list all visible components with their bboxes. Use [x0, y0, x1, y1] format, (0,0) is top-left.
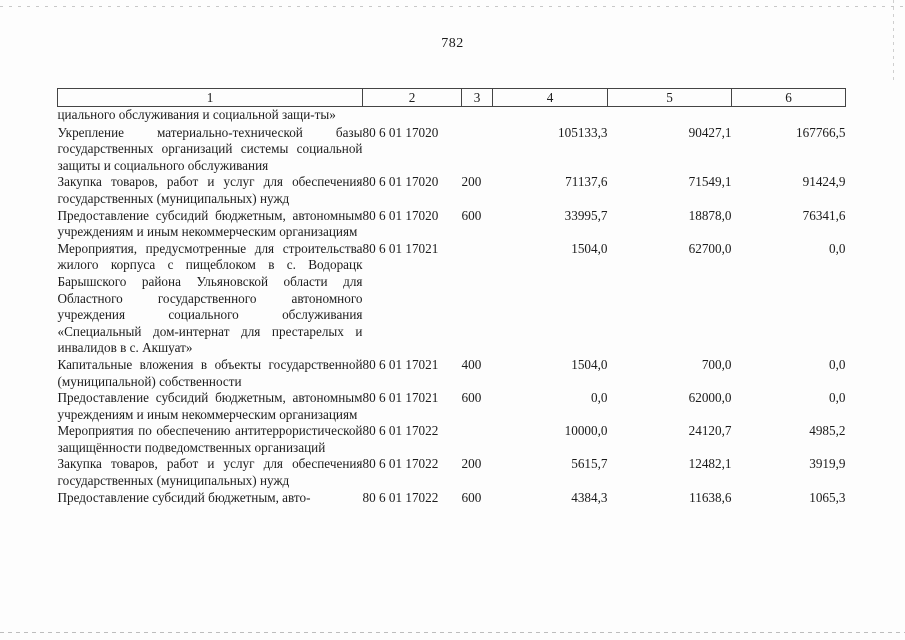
row-name: Закупка товаров, работ и услуг для обеспечения государственных (муниципальных) нужд — [57, 174, 363, 206]
row-code: 80 6 01 17021 — [362, 356, 439, 372]
row-code: 80 6 01 17020 — [362, 207, 439, 223]
row-expense-type: 600 — [461, 390, 482, 406]
row-expense-type — [462, 241, 493, 357]
row-value-5: 62000,0 — [688, 390, 732, 406]
row-name: Укрепление материально-технической базы государственных организаций системы социальной защиты и социального обслуживания — [57, 124, 363, 173]
row-expense-type — [462, 107, 493, 124]
row-expense-type — [462, 124, 493, 175]
row-code: 80 6 01 17022 — [362, 456, 439, 472]
row-name: Предоставление субсидий бюджетным, авто- — [57, 489, 311, 505]
table-row — [58, 456, 846, 489]
row-name: Предоставление субсидий бюджетным, автономным учреждениям и иным некоммерческим организациям — [57, 207, 363, 240]
row-value-6: 4985,2 — [809, 423, 846, 439]
row-name: циального обслуживания и социальной защи-ты» — [57, 107, 336, 122]
row-code — [363, 107, 462, 124]
row-expense-type: 600 — [461, 207, 482, 223]
row-code: 80 6 01 17020 — [362, 124, 439, 140]
row-value-4: 0,0 — [591, 390, 608, 406]
row-code: 80 6 01 17021 — [362, 240, 439, 256]
table-row — [58, 107, 846, 124]
row-value-5: 12482,1 — [688, 456, 732, 472]
table-body — [58, 107, 846, 507]
row-value-6: 0,0 — [829, 390, 846, 406]
table-row — [58, 208, 846, 241]
table-row — [58, 490, 846, 507]
row-value-4: 1504,0 — [571, 356, 608, 372]
row-value-6 — [732, 107, 846, 124]
row-name: Мероприятия, предусмотренные для строительства жилого корпуса с пищеблоком в с. Водорацк Барышского района Ульяновской области для Областного государственного автономного учреждения социального обслуживания «Специальный дом-интернат для престарелых и инвалидов в с. Акшуат» — [57, 240, 363, 356]
row-expense-type: 200 — [461, 456, 482, 472]
row-name: Мероприятия по обеспечению антитеррористической защищённости подведомственных организаций — [57, 423, 363, 455]
row-value-6: 3919,9 — [809, 456, 846, 472]
header-col-1: 1 — [58, 89, 363, 107]
row-expense-type: 600 — [461, 489, 482, 505]
row-value-4: 1504,0 — [571, 240, 608, 256]
table-row — [58, 124, 846, 175]
header-col-4: 4 — [493, 89, 608, 107]
row-code: 80 6 01 17021 — [362, 390, 439, 406]
row-value-4: 71137,6 — [565, 174, 608, 190]
row-value-4: 33995,7 — [564, 207, 608, 223]
row-code: 80 6 01 17020 — [362, 174, 439, 190]
page-number: 782 — [441, 36, 464, 51]
row-value-5: 11638,6 — [689, 489, 732, 505]
row-value-5: 18878,0 — [688, 207, 732, 223]
row-value-6: 1065,3 — [809, 489, 846, 505]
row-value-4: 10000,0 — [564, 423, 608, 439]
row-value-5: 71549,1 — [688, 174, 732, 190]
row-value-5: 90427,1 — [688, 124, 732, 140]
header-col-6: 6 — [732, 89, 846, 107]
row-value-4: 105133,3 — [558, 124, 608, 140]
table-row — [58, 241, 846, 357]
row-code: 80 6 01 17022 — [362, 489, 439, 505]
row-value-4: 4384,3 — [571, 489, 608, 505]
scan-edge-bottom — [0, 632, 905, 633]
row-value-6: 0,0 — [829, 240, 846, 256]
scan-edge-top — [0, 6, 905, 7]
row-value-5: 700,0 — [701, 356, 732, 372]
header-col-3: 3 — [462, 89, 493, 107]
row-value-6: 76341,6 — [802, 207, 846, 223]
header-row — [58, 89, 846, 107]
row-value-5 — [608, 107, 732, 124]
row-value-6: 0,0 — [829, 356, 846, 372]
row-code: 80 6 01 17022 — [362, 423, 439, 439]
table-row — [58, 423, 846, 456]
row-value-6: 167766,5 — [796, 124, 846, 140]
budget-table — [57, 88, 846, 506]
row-value-6: 91424,9 — [802, 174, 846, 190]
table-row — [58, 357, 846, 390]
table-row — [58, 174, 846, 207]
row-expense-type — [462, 423, 493, 456]
row-expense-type: 400 — [461, 356, 482, 372]
row-value-5: 62700,0 — [688, 240, 732, 256]
row-value-4: 5615,7 — [571, 456, 608, 472]
header-col-2: 2 — [363, 89, 462, 107]
row-name: Закупка товаров, работ и услуг для обеспечения государственных (муниципальных) нужд — [57, 456, 363, 489]
table-header — [58, 89, 846, 107]
row-value-4 — [493, 107, 608, 124]
row-expense-type: 200 — [461, 174, 482, 190]
row-name: Капитальные вложения в объекты государственной (муниципальной) собственности — [57, 356, 363, 389]
row-value-5: 24120,7 — [688, 423, 732, 439]
row-name: Предоставление субсидий бюджетным, автономным учреждениям и иным некоммерческим организациям — [57, 390, 363, 422]
header-col-5: 5 — [608, 89, 732, 107]
table-row — [58, 390, 846, 423]
